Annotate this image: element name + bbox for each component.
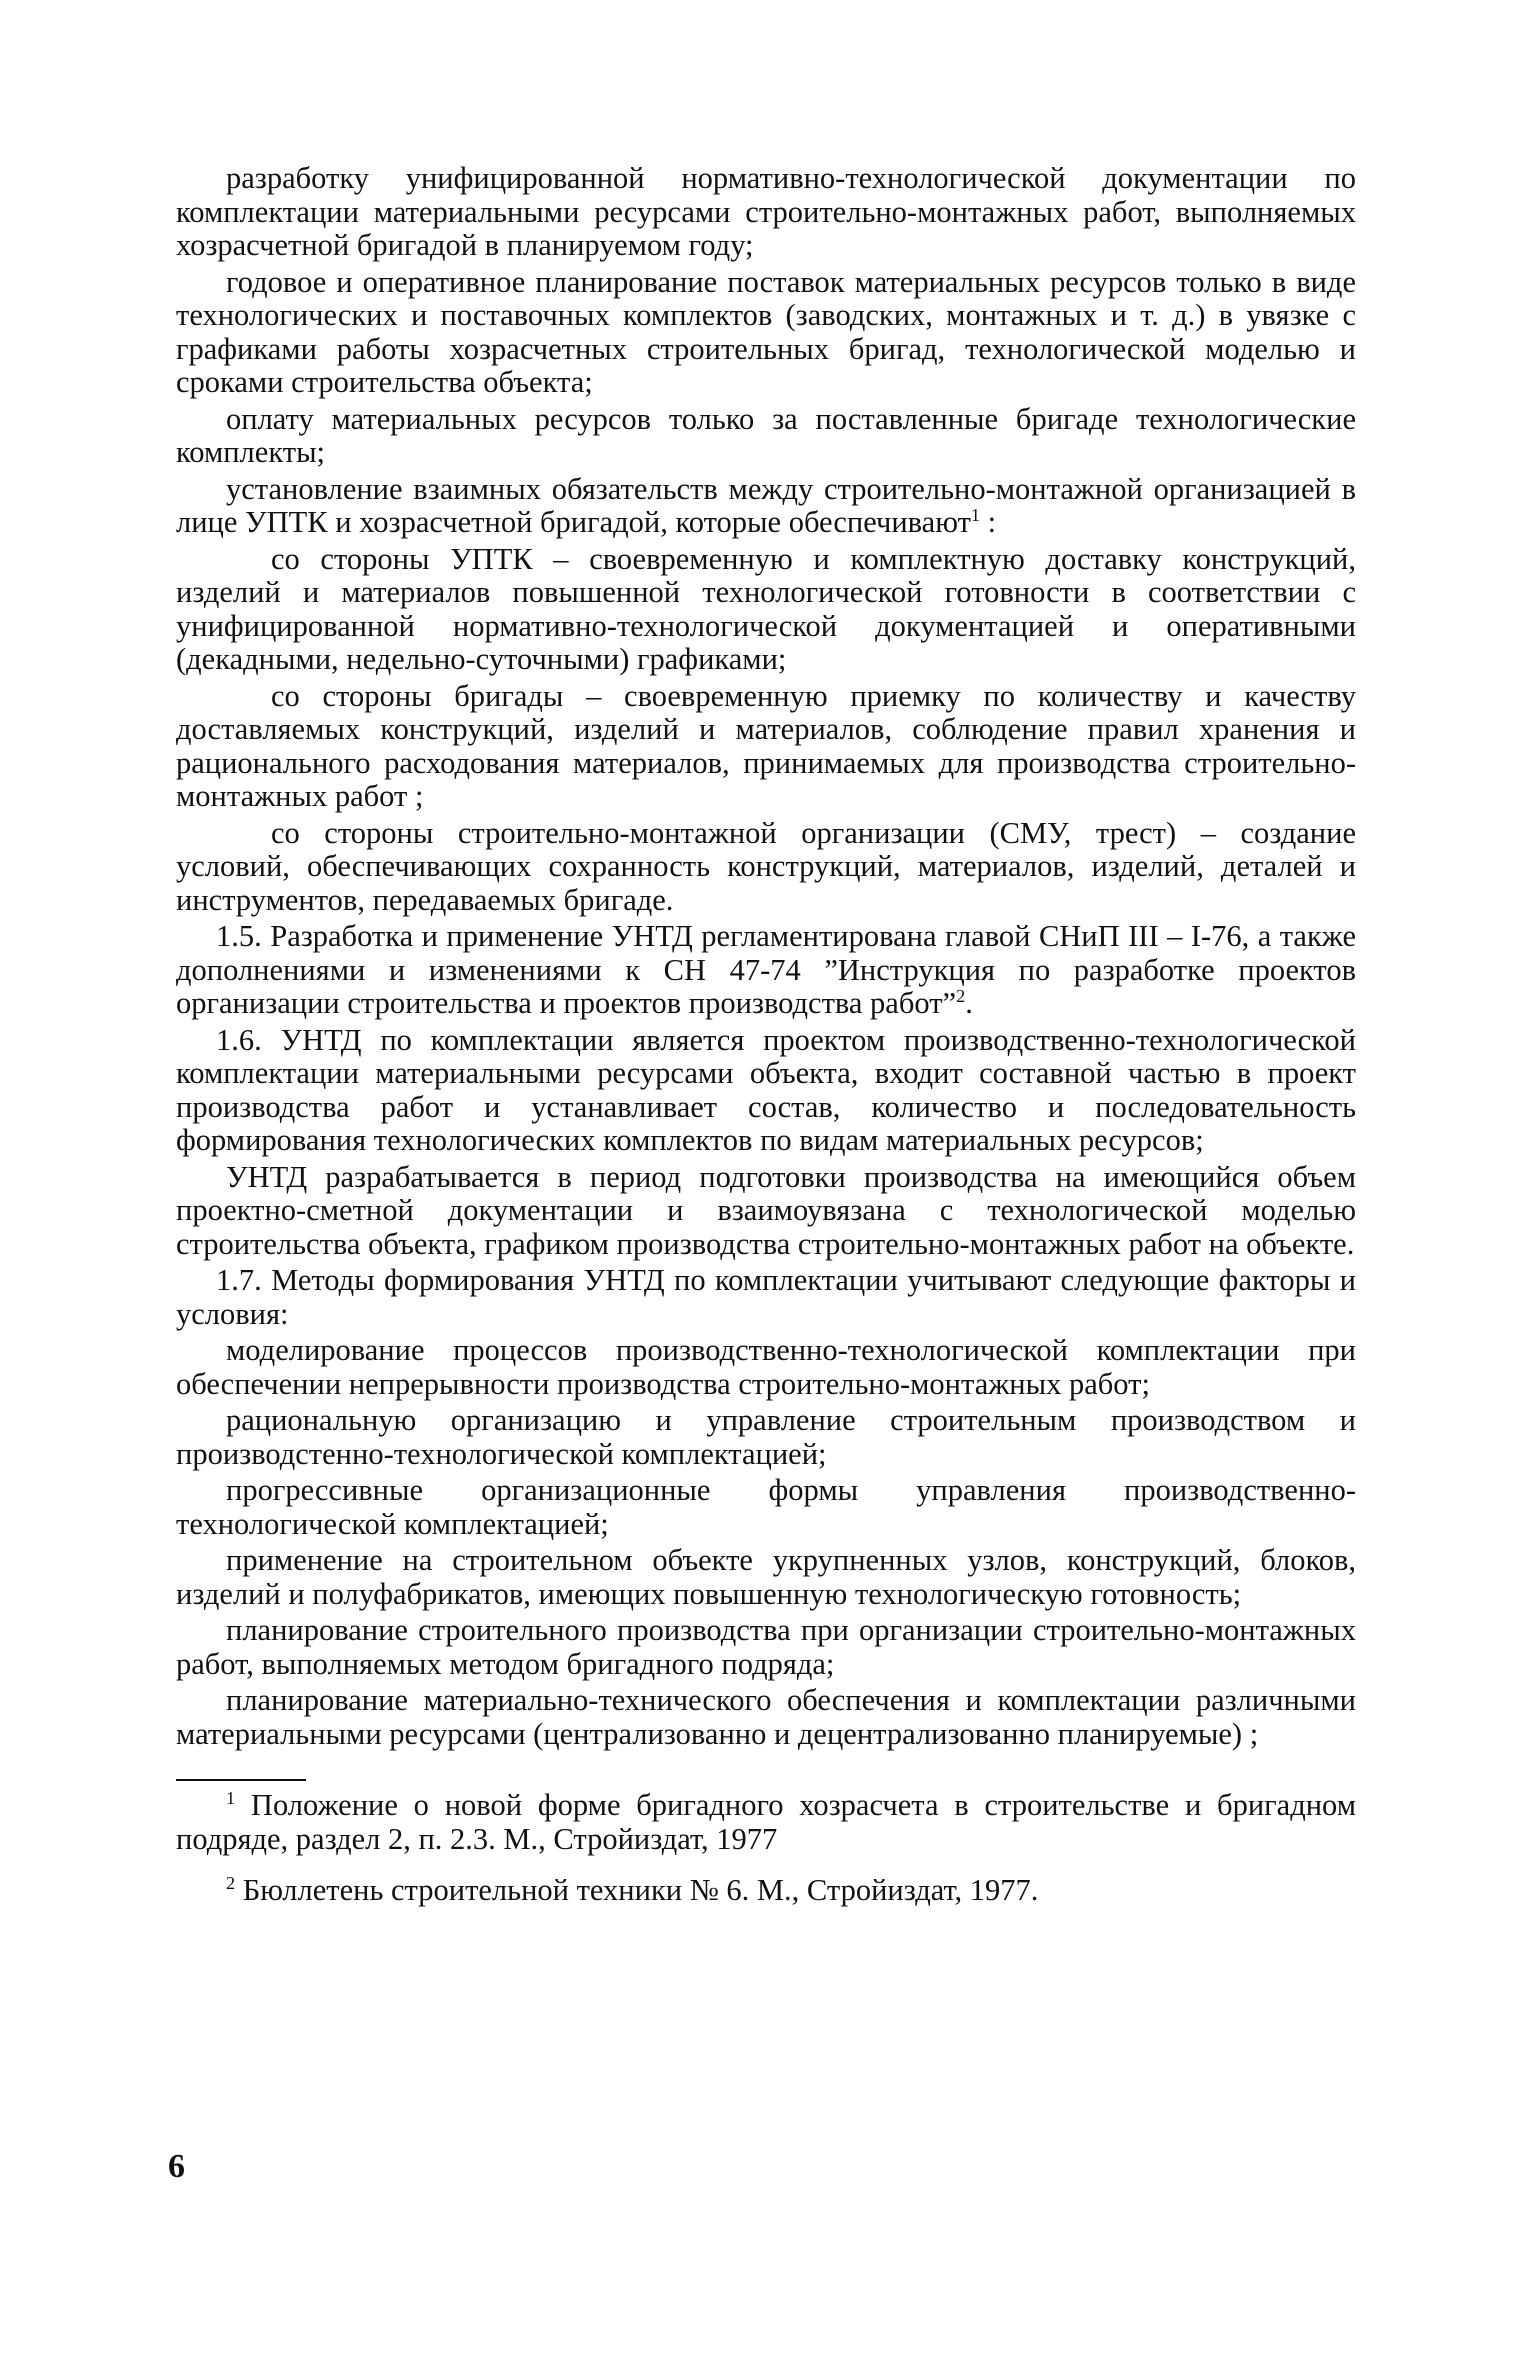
paragraph-1: разработку унифицированной нормативно-технологической документации по комплектации материальными ресурсами строительно-монтажных работ, выполняемых хозрасчетной бригадой в планируемом году; — [176, 161, 1356, 262]
paragraph-12: моделирование процессов производственно-технологической комплектации при обеспечении непрерывности производства строительно-монтажных работ; — [176, 1333, 1356, 1401]
section-1-5-text: 1.5. Разработка и применение УНТД регламентирована главой СНиП III – I-76, а также дополнениями и изменениями к СН 47-74 ”Инструкция по разработке проектов организации строительства и проектов производства работ” — [176, 919, 1356, 1020]
paragraph-13: рациональную организацию и управление строительным производством и производстенно-технологической комплектацией; — [176, 1403, 1356, 1471]
page-number: 6 — [168, 2148, 185, 2185]
page-body — [176, 162, 1356, 1926]
section-1-7: 1.7. Методы формирования УНТД по комплектации учитывают следующие факторы и условия: — [176, 1263, 1356, 1331]
paragraph-10: УНТД разрабатывается в период подготовки производства на имеющийся объем проектно-сметной документации и взаимоувязана с технологической моделью строительства объекта, графиком производства строительно-монтажных работ на объекте. — [176, 1159, 1356, 1261]
footnotes — [176, 1779, 1356, 1908]
paragraph-4-text: установление взаимных обязательств между строительно-монтажной организацией в лице УПТК и хозрасчетной бригадой, которые обеспечивают — [176, 471, 1356, 539]
paragraph-17: планирование материально-технического обеспечения и комплектации различными материальными ресурсами (централизованно и децентрализованно планируемые) ; — [176, 1683, 1356, 1751]
paragraph-3: оплату материальных ресурсов только за поставленные бригаде технологические комплекты; — [176, 401, 1356, 469]
footnote-ref-2: 2 — [956, 986, 966, 1007]
paragraph-14: прогрессивные организационные формы управления производственно-технологической комплектацией; — [176, 1473, 1356, 1541]
paragraph-4-tail: : — [980, 505, 997, 539]
paragraph-7: со стороны строительно-монтажной организации (СМУ, трест) – создание условий, обеспечивающих сохранность конструкций, материалов, изделий, деталей и инструментов, передаваемых бригаде. — [176, 815, 1356, 917]
footnote-1-text: Положение о новой форме бригадного хозрасчета в строительстве и бригадном подряде, раздел 2, п. 2.3. М., Стройиздат, 1977 — [176, 1788, 1356, 1856]
paragraph-2: годовое и оперативное планирование поставок материальных ресурсов только в виде технологических и поставочных комплектов (заводских, монтажных и т. д.) в увязке с графиками работы хозрасчетных строительных бригад, технологической моделью и сроками строительства объекта; — [176, 264, 1356, 399]
paragraph-4 — [176, 473, 1356, 540]
footnote-ref-1: 1 — [970, 505, 981, 526]
paragraph-6: со стороны бригады – своевременную приемку по количеству и качеству доставляемых конструкций, изделий и материалов, соблюдение правил хранения и рационального расходования материалов, принимаемых для производства строительно-монтажных работ ; — [176, 678, 1356, 813]
footnote-2-mark: 2 — [226, 1873, 236, 1894]
paragraph-15: применение на строительном объекте укрупненных узлов, конструкций, блоков, изделий и полуфабрикатов, имеющих повышенную технологическую готовность; — [176, 1543, 1356, 1611]
footnote-1 — [176, 1789, 1356, 1856]
paragraph-5: со стороны УПТК – своевременную и комплектную доставку конструкций, изделий и материалов повышенной технологической готовности в соответствии с унифицированной нормативно-технологической документацией и оперативными (декадными, недельно-суточными) графиками; — [176, 541, 1356, 676]
footnote-2-text: Бюллетень строительной техники № 6. М., Стройиздат, 1977. — [235, 1873, 1039, 1907]
section-1-5-tail: . — [965, 986, 973, 1020]
section-1-5 — [176, 920, 1356, 1021]
footnote-2 — [176, 1874, 1356, 1908]
footnote-divider — [176, 1779, 306, 1781]
paragraph-16: планирование строительного производства при организации строительно-монтажных работ, выполняемых методом бригадного подряда; — [176, 1613, 1356, 1681]
footnote-1-mark: 1 — [226, 1788, 236, 1809]
section-1-6: 1.6. УНТД по комплектации является проектом производственно-технологической комплектации материальными ресурсами объекта, входит составной частью в проект производства работ и устанавливает состав, количество и последовательность формирования технологических комплектов по видам материальных ресурсов; — [176, 1022, 1356, 1157]
